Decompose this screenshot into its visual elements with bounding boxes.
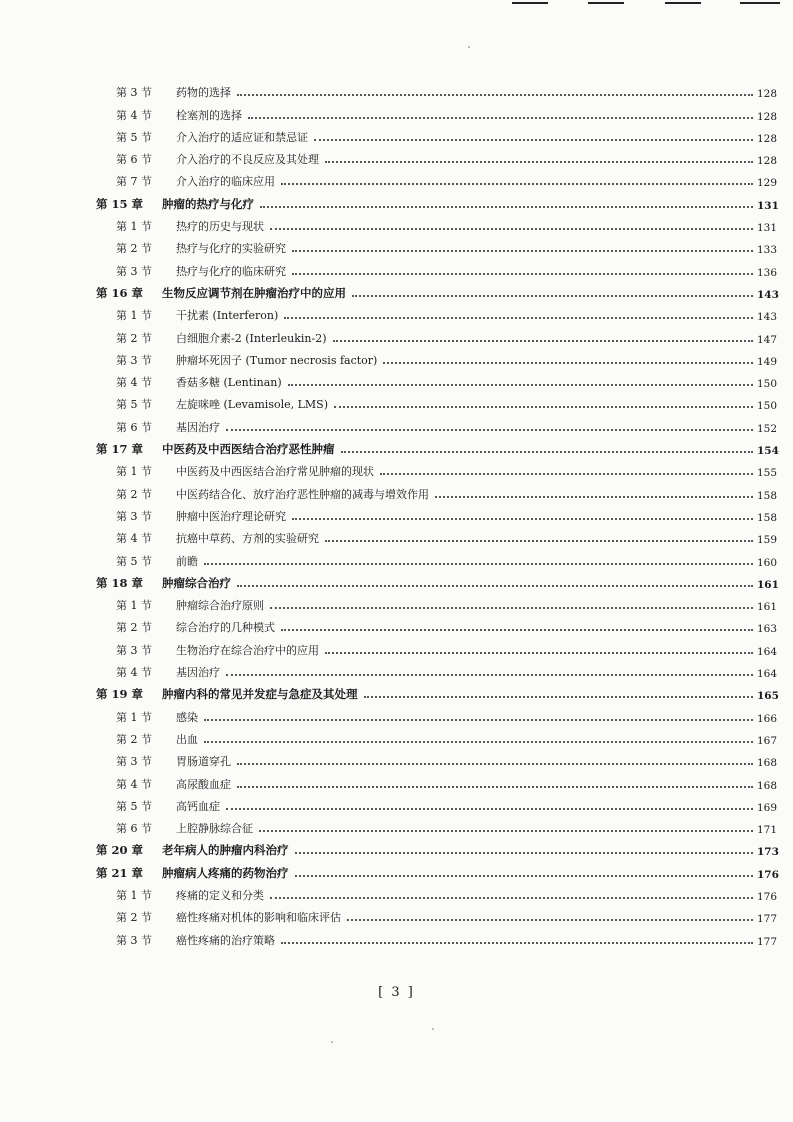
entry-title: 癌性疼痛对机体的影响和临床评估 — [176, 911, 341, 925]
entry-number: 第 4 节 — [116, 777, 152, 791]
dot-leader — [226, 674, 753, 676]
entry-title: 综合治疗的几种模式 — [176, 621, 275, 635]
scan-speck — [468, 46, 470, 48]
entry-page: 161 — [757, 601, 778, 614]
top-rule — [740, 2, 780, 4]
entry-page: 161 — [757, 578, 779, 591]
entry-page: 160 — [757, 556, 778, 569]
entry-number: 第 6 节 — [116, 420, 152, 434]
toc-section-entry[interactable] — [0, 368, 793, 390]
dot-leader — [284, 317, 753, 319]
entry-number: 第 5 节 — [116, 799, 152, 813]
toc-section-entry[interactable] — [0, 881, 793, 903]
entry-page: 176 — [757, 890, 778, 903]
table-of-contents — [0, 78, 793, 948]
dot-leader — [325, 652, 753, 654]
toc-chapter-entry[interactable] — [0, 569, 793, 591]
entry-title: 基因治疗 — [176, 420, 220, 434]
entry-number: 第 3 节 — [116, 933, 152, 947]
entry-title: 上腔静脉综合征 — [176, 822, 253, 836]
entry-number: 第 2 节 — [116, 621, 152, 635]
toc-section-entry[interactable] — [0, 903, 793, 925]
dot-leader — [237, 94, 753, 96]
entry-page: 149 — [757, 355, 778, 368]
toc-chapter-entry[interactable] — [0, 836, 793, 858]
entry-title: 香菇多糖 (Lentinan) — [176, 376, 282, 390]
dot-leader — [248, 117, 753, 119]
entry-page: 129 — [757, 177, 778, 190]
entry-title: 肿瘤中医治疗理论研究 — [176, 509, 286, 523]
toc-section-entry[interactable] — [0, 256, 793, 278]
toc-section-entry[interactable] — [0, 702, 793, 724]
entry-page: 168 — [757, 779, 778, 792]
entry-page: 143 — [757, 288, 779, 301]
entry-number: 第 3 节 — [116, 353, 152, 367]
entry-title: 中医药及中西医结合治疗常见肿瘤的现状 — [176, 465, 374, 479]
entry-page: 150 — [757, 378, 778, 391]
entry-number: 第 5 节 — [116, 130, 152, 144]
entry-page: 163 — [757, 623, 778, 636]
dot-leader — [295, 875, 754, 877]
entry-page: 171 — [757, 824, 778, 837]
toc-chapter-entry[interactable] — [0, 435, 793, 457]
toc-section-entry[interactable] — [0, 524, 793, 546]
toc-chapter-entry[interactable] — [0, 858, 793, 880]
entry-number: 第 2 节 — [116, 331, 152, 345]
entry-title: 中医药结合化、放疗治疗恶性肿瘤的减毒与增效作用 — [176, 487, 429, 501]
toc-section-entry[interactable] — [0, 613, 793, 635]
entry-page: 155 — [757, 467, 778, 480]
entry-number: 第 3 节 — [116, 509, 152, 523]
top-rule — [665, 2, 701, 4]
entry-title: 肿瘤综合治疗原则 — [176, 599, 264, 613]
entry-title: 中医药及中西医结合治疗恶性肿瘤 — [162, 442, 335, 457]
scan-speck — [331, 1041, 333, 1043]
dot-leader — [237, 786, 753, 788]
toc-chapter-entry[interactable] — [0, 189, 793, 211]
entry-title: 高尿酸血症 — [176, 777, 231, 791]
entry-page: 169 — [757, 801, 778, 814]
toc-section-entry[interactable] — [0, 78, 793, 100]
entry-page: 168 — [757, 757, 778, 770]
entry-title: 基因治疗 — [176, 666, 220, 680]
entry-page: 177 — [757, 935, 778, 948]
entry-number: 第 3 节 — [116, 264, 152, 278]
dot-leader — [259, 830, 753, 832]
toc-section-entry[interactable] — [0, 725, 793, 747]
toc-section-entry[interactable] — [0, 234, 793, 256]
entry-page: 152 — [757, 422, 778, 435]
dot-leader — [260, 206, 753, 208]
entry-page: 128 — [757, 132, 778, 145]
entry-title: 热疗的历史与现状 — [176, 220, 264, 234]
entry-number: 第 17 章 — [96, 442, 144, 457]
entry-title: 老年病人的肿瘤内科治疗 — [162, 843, 289, 858]
entry-title: 肿瘤综合治疗 — [162, 575, 231, 590]
toc-section-entry[interactable] — [0, 167, 793, 189]
entry-number: 第 19 章 — [96, 687, 144, 702]
entry-title: 胃肠道穿孔 — [176, 755, 231, 769]
dot-leader — [281, 183, 753, 185]
dot-leader — [435, 496, 753, 498]
entry-title: 出血 — [176, 732, 198, 746]
entry-page: 133 — [757, 244, 778, 257]
entry-number: 第 1 节 — [116, 220, 152, 234]
entry-title: 肿瘤的热疗与化疗 — [162, 196, 254, 211]
entry-page: 131 — [757, 199, 779, 212]
entry-number: 第 6 节 — [116, 153, 152, 167]
entry-title: 介入治疗的适应证和禁忌证 — [176, 130, 308, 144]
dot-leader — [334, 406, 753, 408]
entry-number: 第 1 节 — [116, 309, 152, 323]
toc-section-entry[interactable] — [0, 390, 793, 412]
entry-number: 第 15 章 — [96, 196, 144, 211]
dot-leader — [292, 250, 753, 252]
entry-page: 128 — [757, 110, 778, 123]
entry-title: 白细胞介素-2 (Interleukin-2) — [176, 331, 327, 345]
entry-page: 158 — [757, 511, 778, 524]
entry-page: 176 — [757, 868, 779, 881]
dot-leader — [281, 942, 753, 944]
dot-leader — [237, 763, 753, 765]
entry-title: 介入治疗的不良反应及其处理 — [176, 153, 319, 167]
entry-page: 136 — [757, 266, 778, 279]
entry-number: 第 5 节 — [116, 554, 152, 568]
toc-section-entry[interactable] — [0, 212, 793, 234]
entry-title: 左旋咪唑 (Levamisole, LMS) — [176, 398, 329, 412]
entry-number: 第 7 节 — [116, 175, 152, 189]
entry-number: 第 3 节 — [116, 643, 152, 657]
entry-number: 第 1 节 — [116, 888, 152, 902]
entry-page: 131 — [757, 222, 778, 235]
dot-leader — [288, 384, 753, 386]
entry-page: 173 — [757, 846, 779, 859]
entry-title: 抗癌中草药、方剂的实验研究 — [176, 532, 319, 546]
entry-number: 第 3 节 — [116, 755, 152, 769]
entry-page: 164 — [757, 668, 778, 681]
entry-number: 第 4 节 — [116, 108, 152, 122]
entry-number: 第 4 节 — [116, 666, 152, 680]
toc-section-entry[interactable] — [0, 769, 793, 791]
dot-leader — [270, 607, 753, 609]
entry-number: 第 1 节 — [116, 465, 152, 479]
entry-title: 肿瘤内科的常见并发症与急症及其处理 — [162, 687, 358, 702]
entry-title: 药物的选择 — [176, 86, 231, 100]
entry-page: 128 — [757, 155, 778, 168]
dot-leader — [380, 473, 753, 475]
entry-page: 166 — [757, 712, 778, 725]
toc-chapter-entry[interactable] — [0, 680, 793, 702]
entry-title: 前瞻 — [176, 554, 198, 568]
entry-page: 164 — [757, 645, 778, 658]
toc-section-entry[interactable] — [0, 145, 793, 167]
dot-leader — [364, 696, 754, 698]
entry-title: 肿瘤病人疼痛的药物治疗 — [162, 865, 289, 880]
dot-leader — [333, 340, 753, 342]
toc-section-entry[interactable] — [0, 123, 793, 145]
entry-number: 第 21 章 — [96, 865, 144, 880]
entry-number: 第 5 节 — [116, 398, 152, 412]
dot-leader — [341, 451, 754, 453]
toc-section-entry[interactable] — [0, 925, 793, 947]
dot-leader — [226, 808, 753, 810]
dot-leader — [270, 897, 753, 899]
dot-leader — [281, 629, 753, 631]
toc-section-entry[interactable] — [0, 814, 793, 836]
entry-title: 生物治疗在综合治疗中的应用 — [176, 643, 319, 657]
entry-page: 167 — [757, 734, 778, 747]
toc-section-entry[interactable] — [0, 747, 793, 769]
entry-page: 150 — [757, 400, 778, 413]
entry-page: 128 — [757, 88, 778, 101]
toc-section-entry[interactable] — [0, 301, 793, 323]
dot-leader — [314, 139, 753, 141]
entry-number: 第 1 节 — [116, 599, 152, 613]
entry-number: 第 20 章 — [96, 843, 144, 858]
toc-section-entry[interactable] — [0, 346, 793, 368]
toc-section-entry[interactable] — [0, 479, 793, 501]
toc-section-entry[interactable] — [0, 591, 793, 613]
entry-title: 肿瘤坏死因子 (Tumor necrosis factor) — [176, 353, 378, 367]
page-number: [ 3 ] — [378, 985, 415, 1000]
entry-page: 154 — [757, 445, 779, 458]
dot-leader — [226, 429, 753, 431]
entry-number: 第 2 节 — [116, 911, 152, 925]
entry-number: 第 2 节 — [116, 732, 152, 746]
toc-chapter-entry[interactable] — [0, 279, 793, 301]
dot-leader — [204, 563, 753, 565]
dot-leader — [204, 741, 753, 743]
entry-title: 栓塞剂的选择 — [176, 108, 242, 122]
entry-title: 热疗与化疗的实验研究 — [176, 242, 286, 256]
toc-section-entry[interactable] — [0, 100, 793, 122]
entry-title: 热疗与化疗的临床研究 — [176, 264, 286, 278]
toc-section-entry[interactable] — [0, 323, 793, 345]
entry-page: 143 — [757, 311, 778, 324]
dot-leader — [237, 585, 753, 587]
scan-speck — [432, 1028, 434, 1030]
entry-number: 第 4 节 — [116, 376, 152, 390]
entry-title: 疼痛的定义和分类 — [176, 888, 264, 902]
toc-section-entry[interactable] — [0, 457, 793, 479]
toc-section-entry[interactable] — [0, 412, 793, 434]
entry-number: 第 6 节 — [116, 822, 152, 836]
dot-leader — [270, 228, 753, 230]
dot-leader — [204, 719, 753, 721]
dot-leader — [292, 273, 753, 275]
entry-number: 第 4 节 — [116, 532, 152, 546]
dot-leader — [383, 362, 753, 364]
toc-section-entry[interactable] — [0, 635, 793, 657]
toc-section-entry[interactable] — [0, 546, 793, 568]
entry-title: 生物反应调节剂在肿瘤治疗中的应用 — [162, 285, 346, 300]
entry-page: 177 — [757, 913, 778, 926]
entry-number: 第 2 节 — [116, 242, 152, 256]
top-rule — [588, 2, 624, 4]
toc-section-entry[interactable] — [0, 658, 793, 680]
entry-title: 干扰素 (Interferon) — [176, 309, 279, 323]
entry-page: 159 — [757, 534, 778, 547]
entry-page: 165 — [757, 690, 779, 703]
entry-number: 第 1 节 — [116, 710, 152, 724]
dot-leader — [352, 295, 753, 297]
top-rule — [512, 2, 548, 4]
entry-title: 高钙血症 — [176, 799, 220, 813]
entry-number: 第 18 章 — [96, 575, 144, 590]
dot-leader — [347, 919, 753, 921]
dot-leader — [295, 852, 754, 854]
entry-page: 158 — [757, 489, 778, 502]
dot-leader — [325, 540, 753, 542]
entry-number: 第 3 节 — [116, 86, 152, 100]
entry-title: 癌性疼痛的治疗策略 — [176, 933, 275, 947]
entry-number: 第 16 章 — [96, 285, 144, 300]
dot-leader — [292, 518, 753, 520]
entry-page: 147 — [757, 333, 778, 346]
entry-title: 介入治疗的临床应用 — [176, 175, 275, 189]
toc-section-entry[interactable] — [0, 502, 793, 524]
entry-number: 第 2 节 — [116, 487, 152, 501]
toc-section-entry[interactable] — [0, 792, 793, 814]
dot-leader — [325, 161, 753, 163]
entry-title: 感染 — [176, 710, 198, 724]
